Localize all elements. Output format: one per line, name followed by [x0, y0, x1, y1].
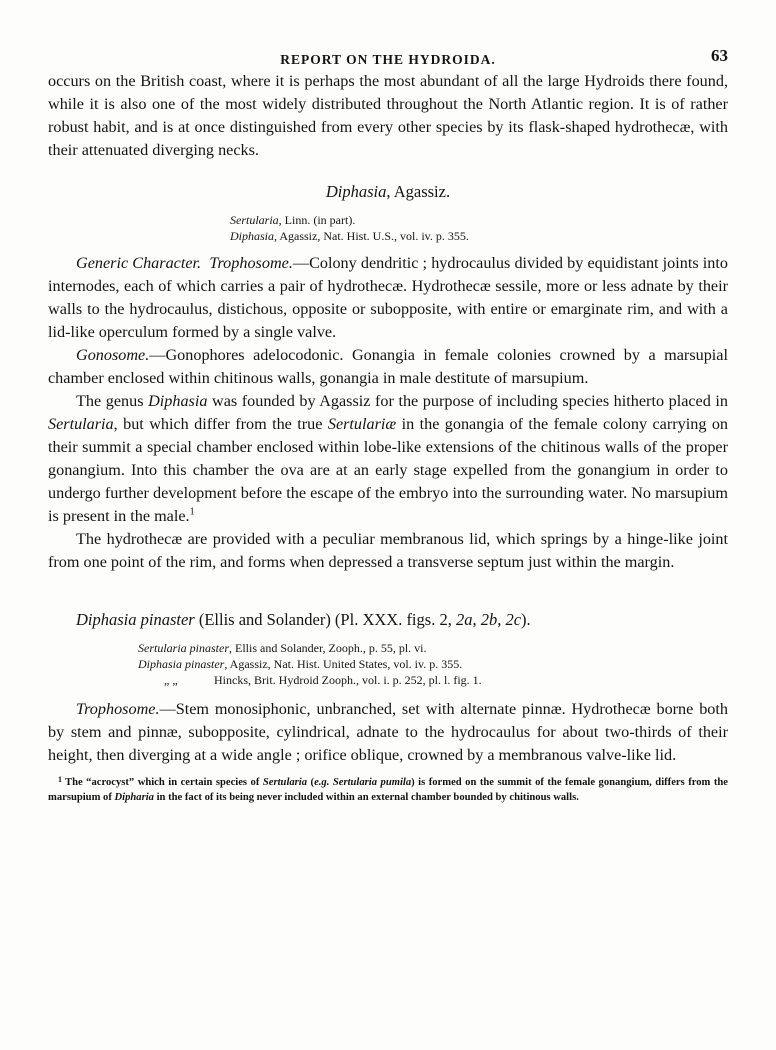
text-run: ) is formed on the summit of the female gonangium, differs from the marsupium of — [48, 777, 729, 803]
gonosome-label: Gonosome. — [76, 346, 150, 364]
trophosome-text: —Stem monosiphonic, unbranched, set with alternate pinnæ. Hydrothecæ borne both by stem and pinnæ, subopposite, cylindrical, adnate to the hydrocaulus for about two-thirds of their height, then diverging at a wide angle ; orifice oblique, crowned by a membranous valve-like lid. — [48, 700, 728, 764]
species-name: Diphasia pinaster — [76, 610, 195, 629]
italic-term: e.g. Sertularia pumila — [314, 777, 412, 788]
genus-author: , Agassiz. — [386, 182, 451, 201]
generic-character-text: —Colony dendritic ; hydrocaulus divided by equidistant joints into internodes, each of which carries a pair of hydrothecæ. Hydrothecæ sessile, more or less adnate by their walls to the hydrocaulus, distichous, opposite or subopposite, with entire or emarginate rim, and with a lid-like operculum formed by a single valve. — [48, 254, 728, 341]
footnote-mark: 1 — [58, 775, 62, 784]
species-authors: (Ellis and Solander) (Pl. XXX. figs. 2, — [194, 610, 456, 629]
synonym-line — [138, 672, 728, 688]
synonym-name: Sertularia — [230, 213, 279, 227]
synonym-line — [138, 656, 728, 672]
italic-term: Sertularia — [48, 415, 114, 433]
synonym-name: Sertularia pinaster — [138, 641, 230, 655]
synonym-reference: , Linn. (in part). — [278, 213, 356, 227]
text-run: , — [497, 610, 506, 629]
italic-term: Diphasia — [148, 392, 208, 410]
page-number: 63 — [711, 46, 728, 65]
generic-character-label: Generic Character. — [76, 254, 202, 272]
footnote — [48, 773, 728, 805]
figure-ref: 2c — [505, 610, 522, 629]
text-run: ( — [307, 777, 315, 788]
synonym-line — [230, 228, 728, 244]
genus-paragraph — [48, 390, 728, 528]
trophosome-label: Trophosome. — [76, 700, 160, 718]
footnote-reference[interactable]: 1 — [189, 506, 195, 518]
trophosome-label: Trophosome. — [209, 254, 293, 272]
text-run: in the fact of its being never included within an external chamber bounded by chitinous walls. — [153, 791, 579, 803]
trophosome-paragraph — [48, 698, 728, 767]
synonym-reference: , Ellis and Solander, Zooph., p. 55, pl. vi. — [229, 641, 427, 655]
genus-heading — [48, 182, 728, 202]
italic-term: Sertularia — [262, 777, 308, 788]
species-heading — [76, 610, 728, 630]
generic-character-paragraph — [48, 252, 728, 344]
genus-name: Diphasia — [325, 182, 387, 201]
synonym-line — [138, 640, 728, 656]
gonosome-paragraph — [48, 344, 728, 390]
text-run: , — [472, 610, 481, 629]
figure-ref: 2b — [480, 610, 498, 629]
figure-ref: 2a — [455, 610, 473, 629]
lid-paragraph: The hydrothecæ are provided with a peculiar membranous lid, which springs by a hinge-like joint from one point of the rim, and forms when depressed a transverse septum just within the margin. — [48, 530, 728, 571]
text-run: was founded by Agassiz for the purpose of including species hitherto placed in — [207, 392, 728, 410]
page — [48, 38, 728, 805]
species-synonymy — [138, 640, 728, 688]
italic-term: Dipharia — [114, 791, 154, 803]
synonym-name: Diphasia — [230, 229, 275, 243]
text-run: The genus — [76, 392, 149, 410]
synonym-name: Diphasia pinaster — [138, 657, 225, 671]
running-head — [48, 38, 728, 66]
intro-paragraph: occurs on the British coast, where it is perhaps the most abundant of all the large Hydroids there found, while it is also one of the most widely distributed throughout the North Atlantic region. It is of rather robust habit, and is at once distinguished from every other species by its flask-shaped hydrothecæ, with their attenuated diverging necks. — [48, 72, 728, 159]
gonosome-text: —Gonophores adelocodonic. Gonangia in female colonies crowned by a marsupial chamber enclosed within chitinous walls, gonangia in male destitute of marsupium. — [48, 346, 728, 387]
running-title: REPORT ON THE HYDROIDA. — [280, 52, 496, 67]
italic-term: Sertulariæ — [327, 415, 397, 433]
synonym-reference: , Agassiz, Nat. Hist. United States, vol. iv. p. 355. — [224, 657, 463, 671]
genus-synonymy — [230, 212, 728, 244]
synonym-reference: Hincks, Brit. Hydroid Zooph., vol. i. p. 252, pl. l. fig. 1. — [214, 673, 482, 687]
ditto-marks: „ „ — [164, 673, 178, 687]
synonym-line — [230, 212, 728, 228]
text-run: The “acrocyst” which in certain species of — [65, 777, 263, 788]
text-run: in the gonangia of the female colony carrying on their summit a special chamber enclosed within lobe-like extensions of the chitinous walls of the proper gonangium. Into this chamber the ova are at an early stage expelled from the gonangium in order to undergo further development before the escape of the embryo into the surrounding water. No marsupium is present in the male. — [48, 415, 729, 525]
text-run: , but which differ from the true — [113, 415, 328, 433]
synonym-reference: , Agassiz, Nat. Hist. U.S., vol. iv. p. 355. — [274, 229, 469, 243]
text-run: ). — [521, 610, 531, 629]
